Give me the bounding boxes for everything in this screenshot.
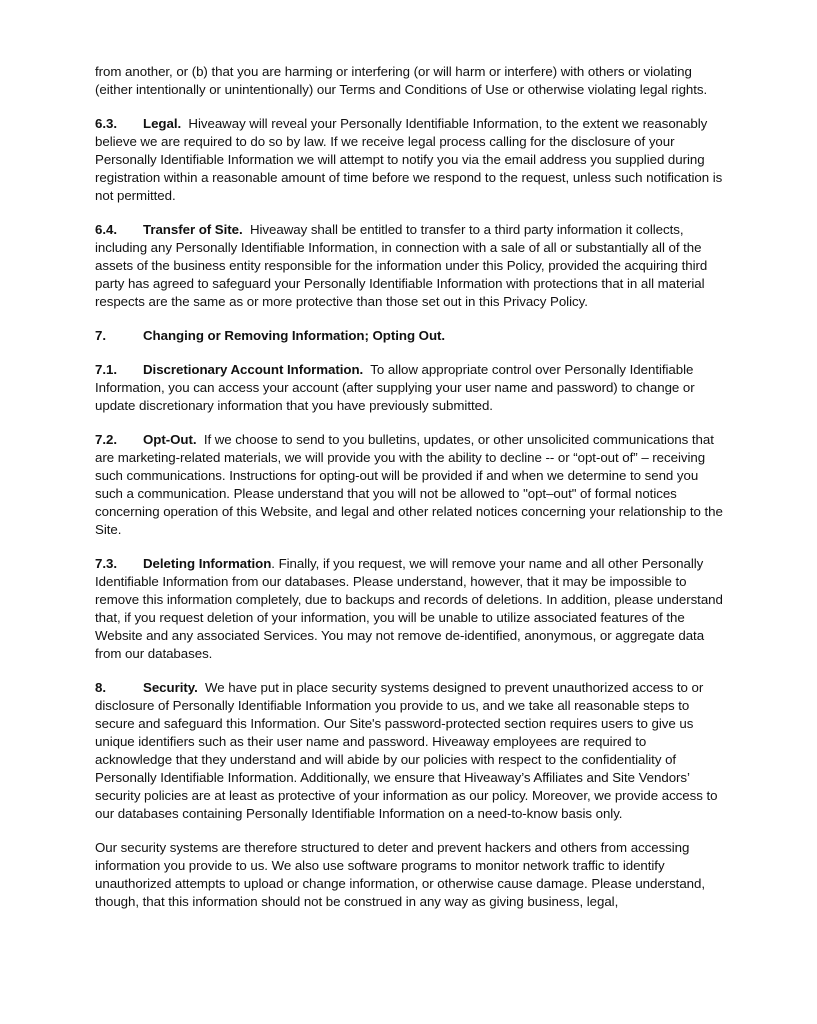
section-text: To allow appropriate control over Personally Identifiable Information, you can access your account (after supplying your user name and password) to change or update discretionary information that you have previously submitted. (95, 362, 695, 413)
section-number: 6.4. (95, 222, 117, 237)
section-7 (95, 327, 725, 345)
section-heading: Legal. (143, 116, 182, 131)
paragraph-text: Our security systems are therefore structured to deter and prevent hackers and others from accessing information you provide to us. We also use software programs to monitor network traffic to identify unauthorized attempts to upload or change information, or otherwise cause damage. Please understand, though, that this information should not be construed in any way as giving business, legal, (95, 840, 705, 909)
section-7-1 (95, 361, 725, 415)
section-heading: Opt-Out. (143, 432, 197, 447)
section-heading: Security. (143, 680, 198, 695)
section-text: If we choose to send to you bulletins, updates, or other unsolicited communications that are marketing-related materials, we will provide you with the ability to decline -- or “opt-out of” – receiving such communications. Instructions for opting-out will be provided if and when we determine to send you such a communication. Please understand that you will not be allowed to "opt–out" of formal notices concerning operation of this Website, and legal and other related notices concerning your relationship to the Site. (95, 432, 723, 537)
section-heading: Changing or Removing Information; Opting Out. (143, 328, 446, 343)
section-7-2 (95, 431, 725, 539)
section-number: 7.1. (95, 362, 117, 377)
section-6-3 (95, 115, 725, 205)
section-text: Hiveaway shall be entitled to transfer to a third party information it collects, including any Personally Identifiable Information, in connection with a sale of all or substantially all of the assets of the business entity responsible for the information under this Policy, provided the acquiring third party has agreed to safeguard your Personally Identifiable Information with protections that in all material respects are the same as or more protective than those set out in this Privacy Policy. (95, 222, 708, 309)
section-number: 6.3. (95, 116, 117, 131)
paragraph-security-systems (95, 839, 725, 911)
section-8 (95, 679, 725, 823)
document-page (95, 63, 725, 927)
section-6-4 (95, 221, 725, 311)
paragraph-continuation (95, 63, 725, 99)
section-heading: Transfer of Site. (143, 222, 243, 237)
section-7-3 (95, 555, 725, 663)
section-heading: Discretionary Account Information. (143, 362, 364, 377)
section-number: 8. (95, 680, 106, 695)
section-text: . Finally, if you request, we will remove your name and all other Personally Identifiable Information from our databases. Please understand, however, that it may be impossible to remove this information completely, due to backups and records of deletions. In addition, please understand that, if you request deletion of your information, you will be unable to utilize associated features of the Website and any associated Services. You may not remove de-identified, anonymous, or aggregate data from our databases. (95, 556, 723, 661)
section-number: 7. (95, 328, 106, 343)
section-text: Hiveaway will reveal your Personally Identifiable Information, to the extent we reasonably believe we are required to do so by law. If we receive legal process calling for the disclosure of your Personally Identifiable Information we will attempt to notify you via the email address you supplied during registration within a reasonable amount of time before we respond to the request, unless such notification is not permitted. (95, 116, 723, 203)
section-heading: Deleting Information (143, 556, 272, 571)
section-number: 7.2. (95, 432, 117, 447)
section-text: We have put in place security systems designed to prevent unauthorized access to or disclosure of Personally Identifiable Information you provide to us, and we take all reasonable steps to secure and safeguard this Information. Our Site's password-protected section requires users to give us unique identifiers such as their user name and password. Hiveaway employees are required to acknowledge that they understand and will abide by our policies with respect to the confidentiality of Personally Identifiable Information. Additionally, we ensure that Hiveaway’s Affiliates and Site Vendors’ security policies are at least as protective of your information as our policy. Moreover, we provide access to our databases containing Personally Identifiable Information on a need-to-know basis only. (95, 680, 718, 821)
section-number: 7.3. (95, 556, 117, 571)
paragraph-text: from another, or (b) that you are harming or interfering (or will harm or interfere) with others or violating (either intentionally or unintentionally) our Terms and Conditions of Use or otherwise violating legal rights. (95, 64, 708, 97)
